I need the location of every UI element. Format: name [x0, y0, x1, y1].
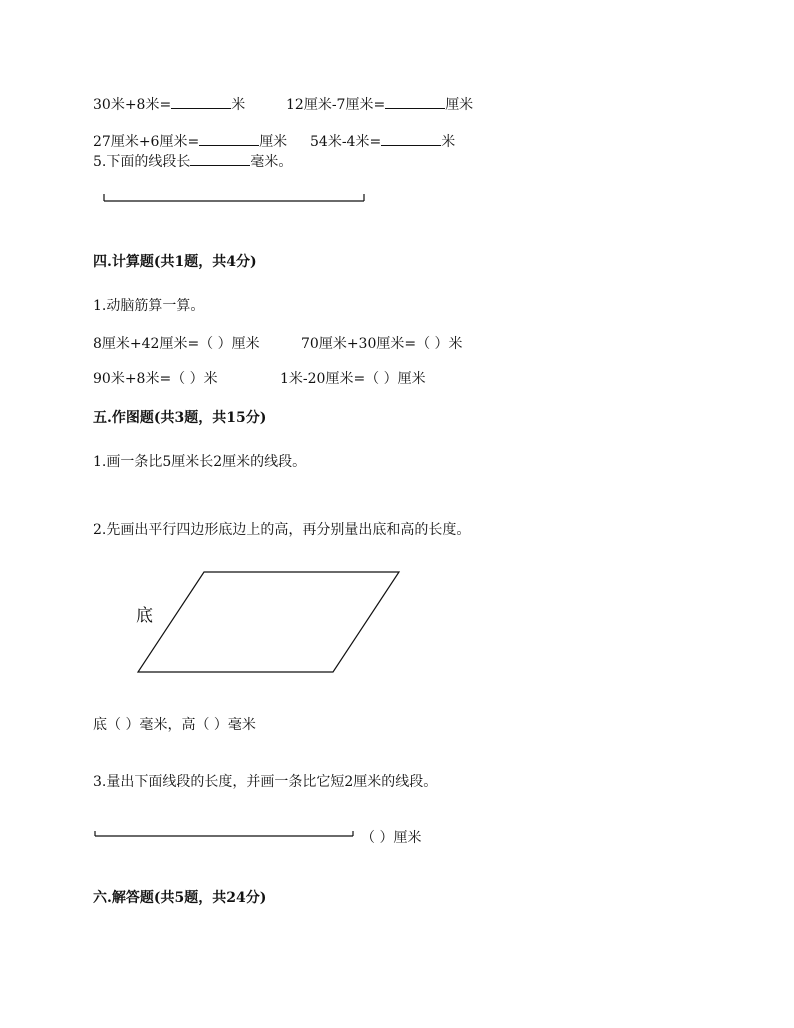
section-5-question-1: 1.画一条比5厘米长2厘米的线段。: [93, 454, 307, 470]
segment-q5: [104, 194, 364, 201]
fill-row2-left-expr: 27厘米+6厘米=: [93, 134, 200, 150]
calc-row1-a: 8厘米+42厘米=（ ）厘米: [93, 336, 260, 352]
calc-row2-a: 90米+8米=（ ）米: [93, 371, 218, 387]
question-5-unit: 毫米。: [250, 154, 293, 170]
fill-row2-right-expr: 54米-4米=: [310, 134, 382, 150]
calc-row2-b: 1米-20厘米=（ ）厘米: [280, 371, 426, 387]
section-5-question-3: 3.量出下面线段的长度，并画一条比它短2厘米的线段。: [93, 774, 438, 790]
section-4-question-1: 1.动脑筋算一算。: [93, 298, 205, 314]
parallelogram: [138, 572, 399, 672]
section-5-title: 五.作图题(共3题，共15分): [93, 410, 267, 426]
segment-q3: [95, 831, 353, 836]
fill-row1-right-expr: 12厘米-7厘米=: [286, 97, 386, 113]
section-6-title: 六.解答题(共5题，共24分): [93, 890, 267, 906]
fill-row1-left-unit: 米: [231, 97, 246, 113]
question-5-text: 5.下面的线段长: [93, 154, 191, 170]
calc-row1-b: 70厘米+30厘米=（ ）米: [301, 336, 463, 352]
fill-row2-right-unit: 米: [441, 134, 456, 150]
fill-row2-left-unit: 厘米: [259, 134, 288, 150]
section-4-title: 四.计算题(共1题，共4分): [93, 254, 257, 270]
fill-row1-left-expr: 30米+8米=: [93, 97, 172, 113]
section-5-question-3-answer: （ ）厘米: [361, 830, 422, 846]
parallelogram-base-label: 底: [136, 606, 153, 626]
section-5-question-2: 2.先画出平行四边形底边上的高，再分别量出底和高的长度。: [93, 522, 471, 538]
fill-row1-right-unit: 厘米: [445, 97, 474, 113]
section-5-answer: 底（ ）毫米，高（ ）毫米: [93, 717, 256, 733]
